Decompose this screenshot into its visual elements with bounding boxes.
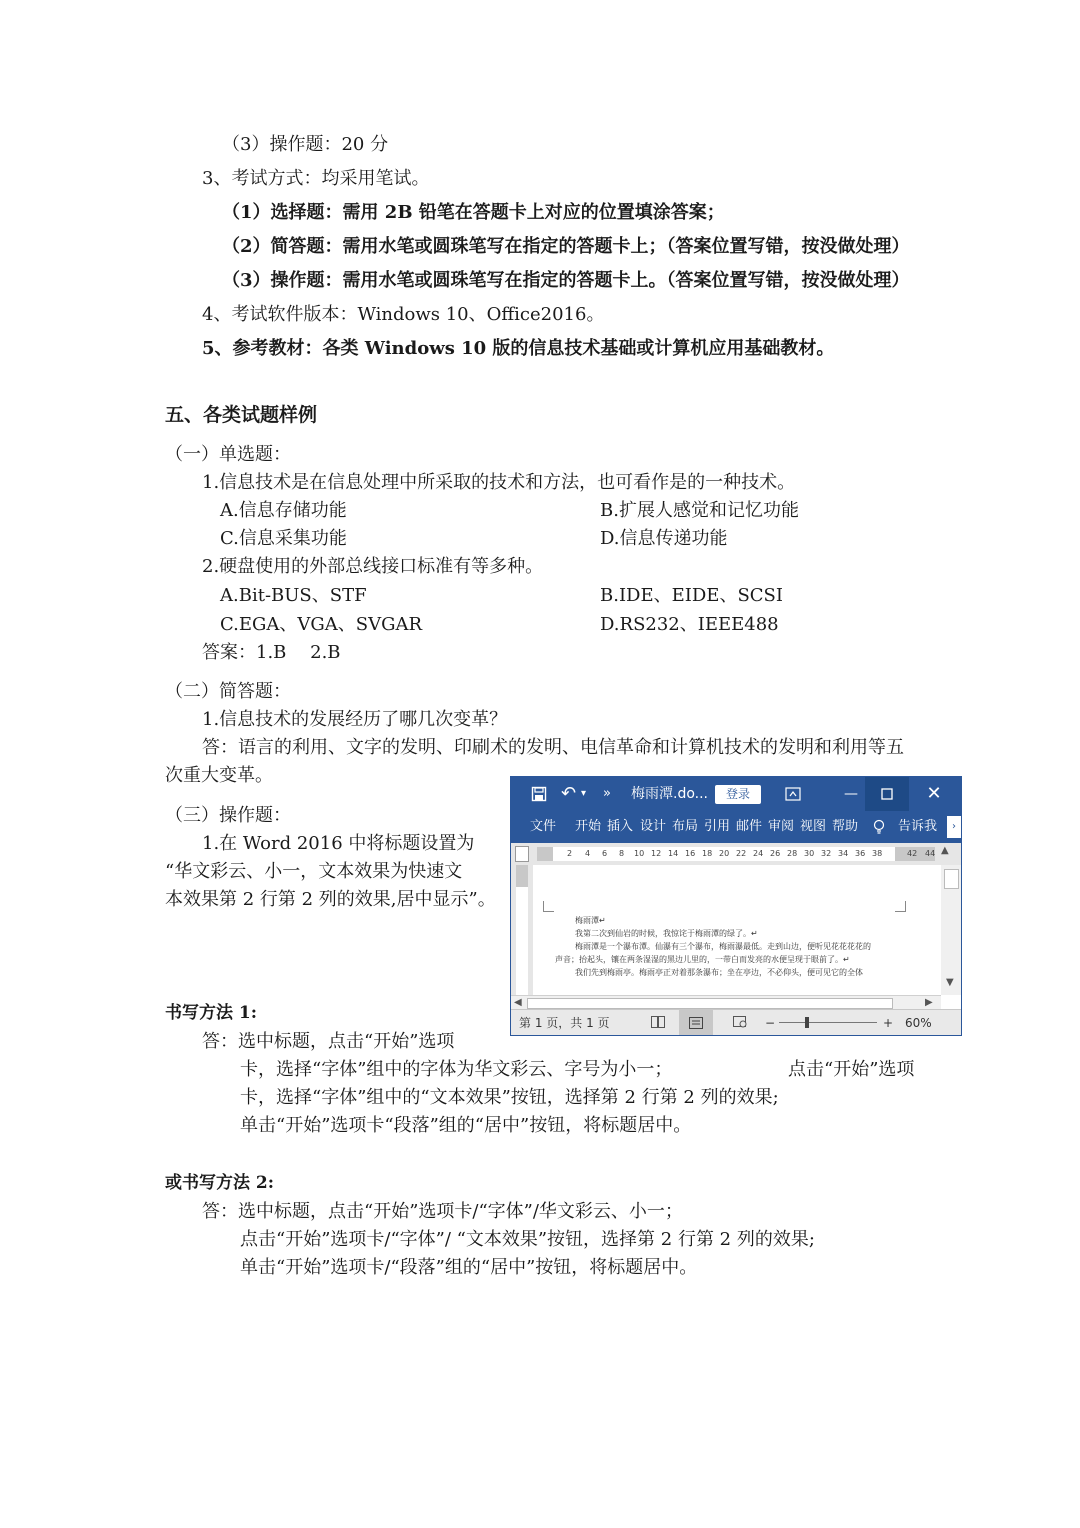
doc-line: 我第二次到仙岩的时候，我惊诧于梅雨潭的绿了。↵	[575, 929, 758, 938]
web-layout-icon[interactable]	[733, 1016, 747, 1031]
horizontal-scrollbar[interactable]	[511, 995, 941, 1010]
zoom-slider-thumb[interactable]	[805, 1017, 809, 1028]
ruler-scroll-up-icon[interactable]: ▲	[941, 845, 949, 856]
vertical-scrollbar[interactable]	[941, 865, 961, 995]
ribbon-tabs	[511, 811, 961, 843]
ruler-tick: 24	[753, 849, 764, 858]
document-page[interactable]	[533, 865, 941, 995]
ruler-tick: 30	[804, 849, 815, 858]
tab-view[interactable]: 视图	[800, 819, 827, 834]
op-question-line-1: 1.在 Word 2016 中将标题设置为	[202, 833, 475, 854]
minimize-icon[interactable]: —	[844, 786, 858, 802]
ruler-tick: 2	[567, 849, 573, 858]
op-question-line-3: 本效果第 2 行第 2 列的效果,居中显示”。	[165, 889, 496, 910]
exam-method: 3、考试方式：均采用笔试。	[202, 168, 430, 189]
method-1-title: 书写方法 1:	[165, 1003, 258, 1023]
operation-heading: （三）操作题：	[165, 805, 291, 826]
horizontal-ruler	[511, 843, 961, 866]
short-answer-line-1: 答：语言的利用、文字的发明、印刷术的发明、电信革命和计算机技术的发明和利用等五	[202, 737, 904, 758]
doc-line: 梅雨潭是一个瀑布潭。仙瀑有三个瀑布，梅雨瀑最低。走到山边，便听见花花花花的	[575, 942, 871, 951]
scrollbar-thumb[interactable]	[944, 869, 959, 889]
doc-line: 声音；抬起头，镶在两条湿湿的黑边儿里的，一带白而发亮的水便呈现于眼前了。↵	[555, 955, 850, 964]
login-button[interactable]: 登录	[715, 785, 761, 804]
method-1-line-3: 卡，选择“字体”组中的“文本效果”按钮，选择第 2 行第 2 列的效果;	[240, 1087, 779, 1108]
tab-help[interactable]: 帮助	[832, 819, 859, 834]
doc-line: 梅雨潭↵	[575, 916, 606, 925]
q2-option-b: B.IDE、EIDE、SCSI	[600, 585, 783, 606]
section-title: 五、各类试题样例	[165, 404, 318, 426]
q2-option-a: A.Bit-BUS、STF	[220, 585, 367, 606]
method-2-line-1: 答：选中标题，点击“开始”选项卡/“字体”/华文彩云、小一；	[202, 1201, 683, 1222]
ribbon-scroll-right-icon[interactable]: ›	[947, 816, 961, 838]
ruler-tick: 34	[838, 849, 849, 858]
op-instruction: （3）操作题：需用水笔或圆珠笔写在指定的答题卡上。（答案位置写错，按没做处理）	[222, 270, 910, 291]
margin-mark-right	[895, 901, 906, 912]
tab-mailings[interactable]: 邮件	[736, 819, 763, 834]
short-answer-line-2: 次重大变革。	[165, 765, 273, 786]
single-choice-heading: （一）单选题：	[165, 444, 291, 465]
tab-references[interactable]: 引用	[704, 819, 731, 834]
ruler-tick: 8	[619, 849, 625, 858]
q1-option-b: B.扩展人感觉和记忆功能	[600, 500, 799, 521]
scroll-down-icon[interactable]: ▼	[946, 977, 954, 988]
short-question-1: 1.信息技术的发展经历了哪几次变革？	[202, 709, 508, 730]
ruler-tick: 20	[719, 849, 730, 858]
question-1: 1.信息技术是在信息处理中所采取的技术和方法，也可看作是的一种技术。	[202, 472, 796, 493]
tell-me-search[interactable]: 告诉我	[898, 819, 938, 834]
ruler-tick: 16	[685, 849, 696, 858]
ruler-tick: 36	[855, 849, 866, 858]
ruler-tick: 32	[821, 849, 832, 858]
ruler-tick: 6	[602, 849, 608, 858]
zoom-out-icon[interactable]: −	[765, 1016, 776, 1030]
hscroll-thumb[interactable]	[527, 998, 893, 1009]
method-1-line-4: 单击“开始”选项卡“段落”组的“居中”按钮，将标题居中。	[240, 1115, 692, 1136]
maximize-icon[interactable]	[865, 777, 909, 811]
ruler-tick: 28	[787, 849, 798, 858]
doc-line: 我们先到梅雨亭。梅雨亭正对着那条瀑布；坐在亭边，不必仰头，便可见它的全体	[575, 968, 863, 977]
tab-review[interactable]: 审阅	[768, 819, 795, 834]
page-count: 第 1 页，共 1 页	[519, 1016, 610, 1030]
document-title: 梅雨潭.do...	[631, 786, 709, 802]
software-version: 4、考试软件版本：Windows 10、Office2016。	[202, 304, 605, 325]
ruler-tick: 26	[770, 849, 781, 858]
ribbon-display-icon[interactable]	[785, 777, 801, 811]
ruler-tick: 12	[651, 849, 662, 858]
method-2-title: 或书写方法 2:	[165, 1173, 275, 1193]
scroll-left-icon[interactable]: ◀	[514, 997, 522, 1008]
q2-option-d: D.RS232、IEEE488	[600, 614, 779, 635]
single-answer: 答案：1.B 2.B	[202, 642, 341, 663]
q2-option-c: C.EGA、VGA、SVGAR	[220, 614, 423, 635]
word-title-bar	[511, 777, 961, 811]
ruler-tick: 38	[872, 849, 883, 858]
method-1-line-2: 卡，选择“字体”组中的字体为华文彩云、字号为小一；	[240, 1059, 673, 1080]
tab-design[interactable]: 设计	[640, 819, 667, 834]
op-question-line-2: “华文彩云、小一，文本效果为快速文	[165, 861, 463, 882]
zoom-level[interactable]: 60%	[905, 1016, 932, 1030]
vertical-ruler	[511, 865, 534, 995]
method-1-line-2b: 点击“开始”选项	[788, 1059, 915, 1080]
save-icon[interactable]	[531, 777, 547, 811]
close-icon[interactable]: ✕	[926, 783, 942, 804]
read-mode-icon[interactable]	[651, 1016, 665, 1031]
method-1-line-1: 答：选中标题，点击“开始”选项	[202, 1031, 455, 1052]
method-2-line-3: 单击“开始”选项卡/“段落”组的“居中”按钮，将标题居中。	[240, 1257, 698, 1278]
short-answer-heading: （二）简答题：	[165, 681, 291, 702]
choice-instruction: （1）选择题：需用 2B 铅笔在答题卡上对应的位置填涂答案；	[222, 202, 725, 223]
question-2: 2.硬盘使用的外部总线接口标准有等多种。	[202, 556, 544, 577]
reference-textbook: 5、参考教材：各类 Windows 10 版的信息技术基础或计算机应用基础教材。	[202, 338, 835, 359]
status-bar	[511, 1009, 961, 1036]
tab-file[interactable]: 文件	[530, 819, 557, 834]
zoom-slider[interactable]	[779, 1022, 877, 1023]
print-layout-icon[interactable]	[679, 1010, 713, 1036]
ruler-tick: 4	[585, 849, 591, 858]
scroll-right-icon[interactable]: ▶	[925, 997, 933, 1008]
ruler-margin-left	[537, 847, 553, 861]
tab-layout[interactable]: 布局	[672, 819, 699, 834]
margin-mark-left	[543, 901, 554, 912]
tab-insert[interactable]: 插入	[607, 819, 634, 834]
more-commands-icon[interactable]: »	[603, 786, 611, 801]
ruler-tick: 14	[668, 849, 679, 858]
lightbulb-icon[interactable]	[873, 811, 885, 843]
ruler-tick: 22	[736, 849, 747, 858]
q1-option-a: A.信息存储功能	[220, 500, 347, 521]
tab-home[interactable]: 开始	[575, 819, 602, 834]
ruler-tick: 42	[907, 849, 918, 858]
ruler-tick: 44	[925, 849, 936, 858]
short-instruction: （2）简答题：需用水笔或圆珠笔写在指定的答题卡上；（答案位置写错，按没做处理）	[222, 236, 910, 257]
ruler-tick: 10	[634, 849, 645, 858]
word-screenshot	[510, 776, 962, 1036]
tab-selector-icon[interactable]	[515, 846, 529, 862]
method-2-line-2: 点击“开始”选项卡/“字体”/ “文本效果”按钮，选择第 2 行第 2 列的效果;	[240, 1229, 815, 1250]
undo-dropdown-icon[interactable]: ▾	[581, 788, 587, 799]
exam-op-score: （3）操作题：20 分	[222, 134, 389, 155]
zoom-in-icon[interactable]: +	[883, 1016, 894, 1030]
undo-icon[interactable]: ↶	[561, 783, 577, 804]
ruler-tick: 18	[702, 849, 713, 858]
q1-option-d: D.信息传递功能	[600, 528, 728, 549]
q1-option-c: C.信息采集功能	[220, 528, 347, 549]
